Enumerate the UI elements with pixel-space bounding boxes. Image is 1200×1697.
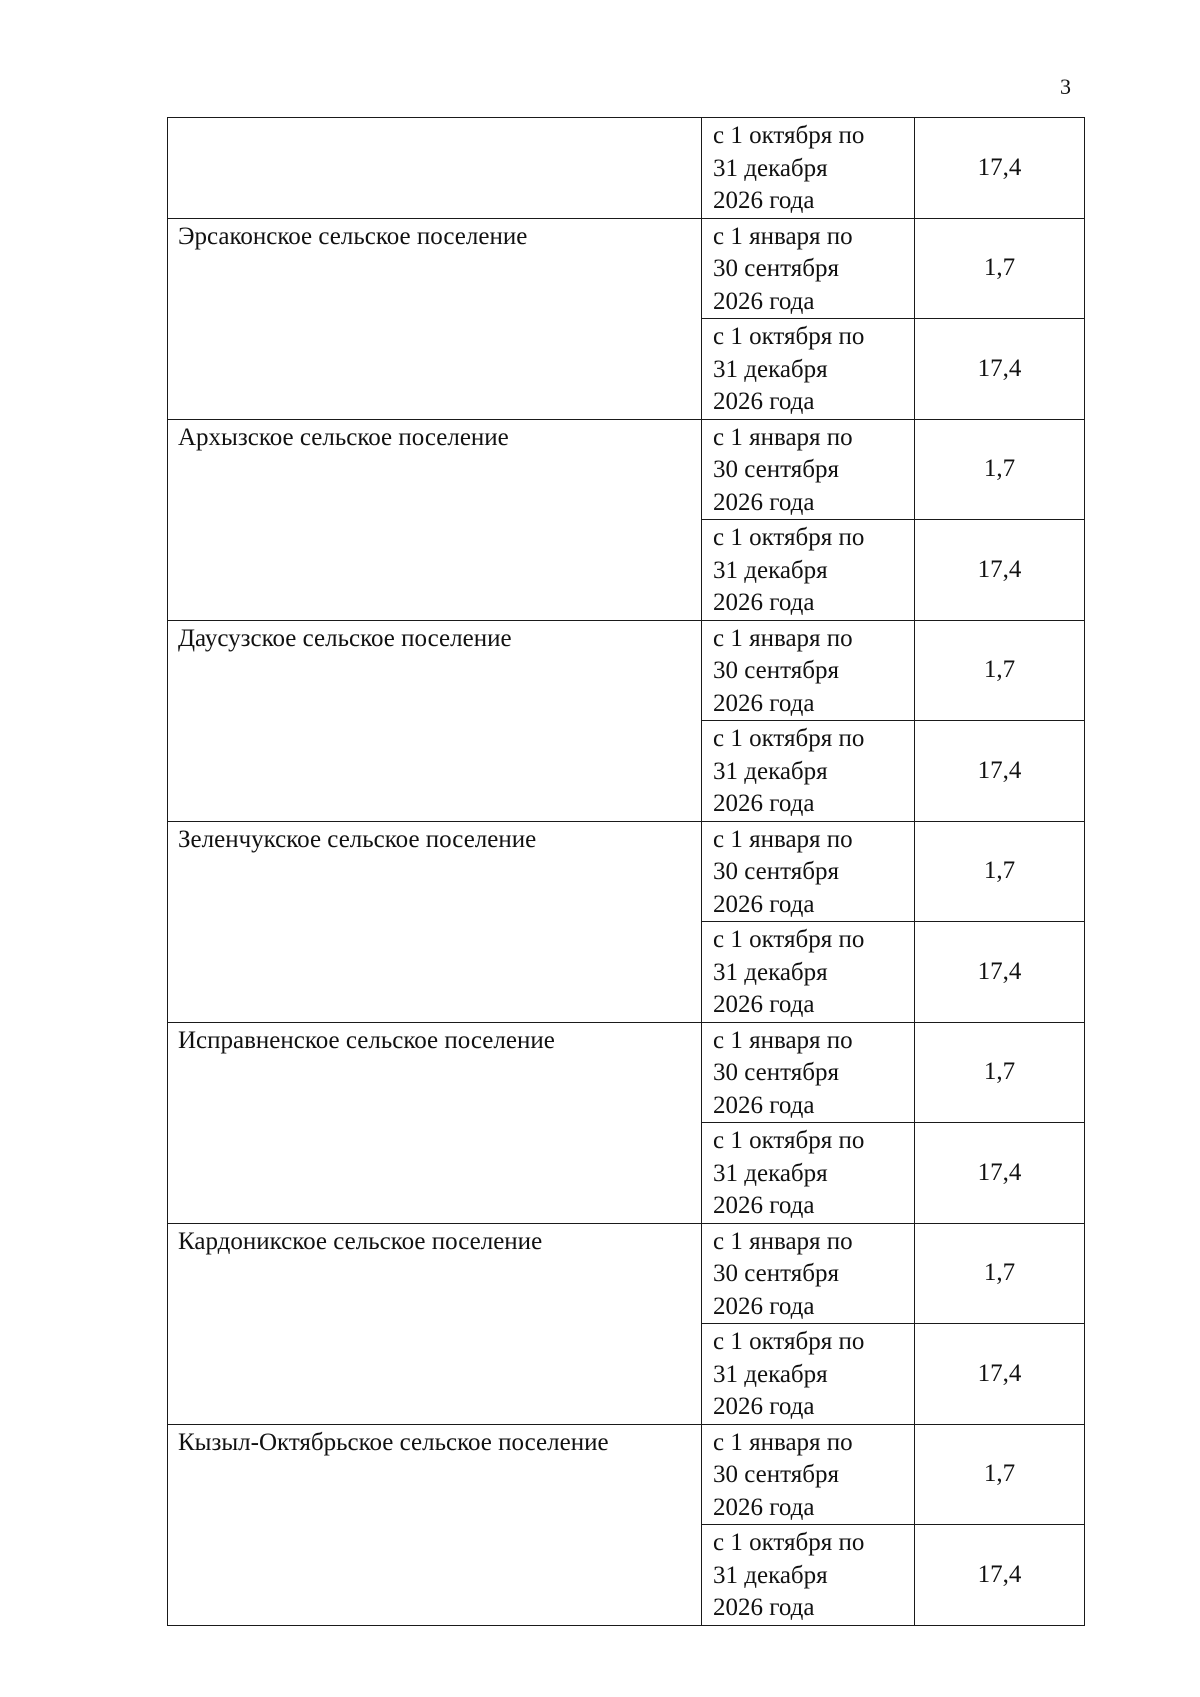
period-line: с 1 октября по: [713, 524, 865, 551]
table-body: [168, 118, 1085, 1626]
period-line: с 1 января по: [713, 624, 853, 652]
value-cell: 1,7: [915, 821, 1085, 922]
period-line: 2026 года: [713, 1091, 815, 1119]
period-line: 2026 года: [713, 790, 815, 817]
period-line: 30 сентября: [713, 456, 839, 483]
period-line: 30 сентября: [713, 1461, 839, 1488]
period-line: 30 сентября: [713, 1260, 839, 1287]
value-cell: 17,4: [915, 1123, 1085, 1224]
period-cell: [702, 118, 915, 219]
period-line: 2026 года: [713, 589, 815, 616]
table-row: [168, 118, 1085, 219]
period-line: 31 декабря: [713, 757, 828, 785]
period-line: 30 сентября: [713, 858, 839, 885]
period-line: 30 сентября: [713, 255, 839, 282]
table-row: [168, 821, 1085, 922]
table-row: [168, 620, 1085, 721]
settlement-name-cell: Зеленчукское сельское поселение: [168, 821, 702, 1022]
value-cell: 17,4: [915, 520, 1085, 621]
period-cell: [702, 721, 915, 822]
table-row: [168, 1022, 1085, 1123]
period-line: 31 декабря: [713, 154, 828, 182]
period-line: 2026 года: [713, 287, 815, 315]
period-cell: [702, 1223, 915, 1324]
period-cell: [702, 1424, 915, 1525]
period-line: 2026 года: [713, 1493, 815, 1521]
period-line: 2026 года: [713, 187, 815, 214]
value-cell: 17,4: [915, 319, 1085, 420]
value-cell: 1,7: [915, 1022, 1085, 1123]
value-cell: 1,7: [915, 419, 1085, 520]
period-line: 2026 года: [713, 1292, 815, 1320]
period-cell: [702, 620, 915, 721]
period-line: 2026 года: [713, 689, 815, 717]
value-cell: 1,7: [915, 1223, 1085, 1324]
period-line: с 1 октября по: [713, 725, 865, 752]
period-cell: [702, 1022, 915, 1123]
period-line: с 1 октября по: [713, 926, 865, 953]
period-line: с 1 января по: [713, 1026, 853, 1054]
table-row: [168, 218, 1085, 319]
period-line: 2026 года: [713, 488, 815, 516]
period-cell: [702, 1123, 915, 1224]
table-row: [168, 1223, 1085, 1324]
period-line: с 1 октября по: [713, 122, 865, 149]
period-line: с 1 января по: [713, 825, 853, 853]
period-line: с 1 октября по: [713, 323, 865, 350]
period-line: 31 декабря: [713, 958, 828, 986]
value-cell: 1,7: [915, 620, 1085, 721]
settlement-name-cell: [168, 118, 702, 219]
period-line: 31 декабря: [713, 1159, 828, 1187]
period-line: 2026 года: [713, 388, 815, 415]
period-line: 2026 года: [713, 1594, 815, 1621]
period-cell: [702, 922, 915, 1023]
period-cell: [702, 319, 915, 420]
value-cell: 1,7: [915, 1424, 1085, 1525]
value-cell: 17,4: [915, 1525, 1085, 1626]
period-line: с 1 января по: [713, 1227, 853, 1255]
settlement-name-cell: Даусузское сельское поселение: [168, 620, 702, 821]
page-number: 3: [1060, 74, 1071, 99]
period-cell: [702, 1525, 915, 1626]
period-line: 2026 года: [713, 1192, 815, 1219]
period-cell: [702, 1324, 915, 1425]
tariff-table: [167, 117, 1085, 1626]
period-line: с 1 октября по: [713, 1529, 865, 1556]
period-line: с 1 октября по: [713, 1127, 865, 1154]
period-line: с 1 октября по: [713, 1328, 865, 1355]
value-cell: 17,4: [915, 922, 1085, 1023]
period-line: 31 декабря: [713, 355, 828, 383]
settlement-name-cell: Исправненское сельское поселение: [168, 1022, 702, 1223]
value-cell: 1,7: [915, 218, 1085, 319]
period-cell: [702, 821, 915, 922]
value-cell: 17,4: [915, 118, 1085, 219]
value-cell: 17,4: [915, 721, 1085, 822]
period-line: с 1 января по: [713, 1428, 853, 1456]
period-line: с 1 января по: [713, 423, 853, 451]
table-row: [168, 1424, 1085, 1525]
period-line: 31 декабря: [713, 556, 828, 584]
settlement-name-cell: Архызское сельское поселение: [168, 419, 702, 620]
period-cell: [702, 419, 915, 520]
period-line: 30 сентября: [713, 1059, 839, 1086]
period-cell: [702, 520, 915, 621]
period-line: 2026 года: [713, 991, 815, 1018]
period-cell: [702, 218, 915, 319]
table-row: [168, 419, 1085, 520]
period-line: 31 декабря: [713, 1561, 828, 1589]
settlement-name-cell: Эрсаконское сельское поселение: [168, 218, 702, 419]
period-line: 30 сентября: [713, 657, 839, 684]
period-line: 2026 года: [713, 1393, 815, 1420]
value-cell: 17,4: [915, 1324, 1085, 1425]
period-line: 2026 года: [713, 890, 815, 918]
settlement-name-cell: Кардоникское сельское поселение: [168, 1223, 702, 1424]
period-line: 31 декабря: [713, 1360, 828, 1388]
period-line: с 1 января по: [713, 222, 853, 250]
settlement-name-cell: Кызыл-Октябрьское сельское поселение: [168, 1424, 702, 1625]
